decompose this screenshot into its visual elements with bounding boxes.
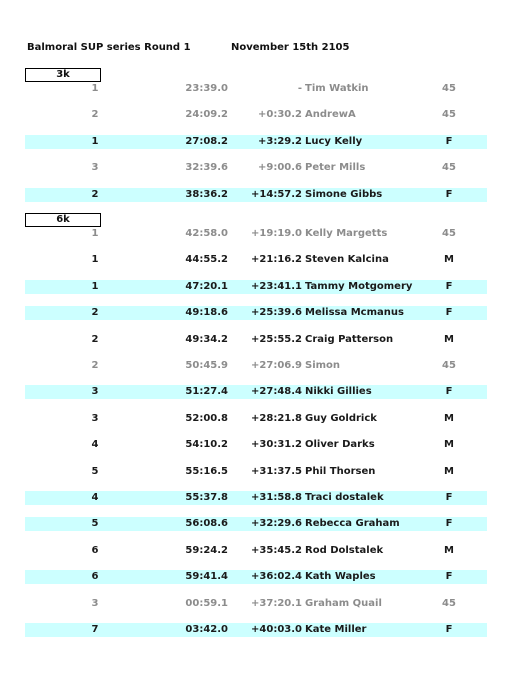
place-cell: 1 (91, 136, 99, 147)
gap-cell: +9:00.6 (257, 162, 302, 173)
category-cell: F (445, 189, 453, 200)
event-date: November 15th 2105 (231, 42, 350, 53)
time-cell: 44:55.2 (185, 254, 228, 265)
name-cell: Craig Patterson (305, 334, 394, 345)
name-cell: Simone Gibbs (305, 189, 383, 200)
name-cell: Graham Quail (305, 598, 382, 609)
time-cell: 27:08.2 (185, 136, 228, 147)
name-cell: Melissa Mcmanus (305, 307, 404, 318)
place-cell: 1 (91, 281, 99, 292)
name-cell: Phil Thorsen (305, 466, 376, 477)
category-cell: 45 (442, 83, 456, 94)
place-cell: 2 (91, 360, 99, 371)
place-cell: 6 (91, 545, 99, 556)
place-cell: 2 (91, 109, 99, 120)
time-cell: 59:24.2 (185, 545, 228, 556)
place-cell: 1 (91, 254, 99, 265)
category-cell: M (444, 413, 454, 424)
place-cell: 3 (91, 413, 99, 424)
time-cell: 47:20.1 (185, 281, 228, 292)
name-cell: Lucy Kelly (305, 136, 363, 147)
category-cell: 45 (442, 162, 456, 173)
table-row (25, 280, 487, 294)
category-cell: 45 (442, 228, 456, 239)
place-cell: 3 (91, 386, 99, 397)
page-header (0, 42, 516, 56)
place-cell: 1 (91, 228, 99, 239)
category-cell: 45 (442, 598, 456, 609)
table-row (25, 108, 487, 122)
section-label-6k: 6k (25, 213, 101, 227)
time-cell: 38:36.2 (185, 189, 228, 200)
table-row (25, 161, 487, 175)
section-label-3k: 3k (25, 68, 101, 82)
category-cell: F (445, 307, 453, 318)
time-cell: 32:39.6 (185, 162, 228, 173)
gap-cell: +3:29.2 (257, 136, 302, 147)
gap-cell: - (297, 83, 302, 94)
name-cell: Traci dostalek (305, 492, 384, 503)
table-row (25, 135, 487, 149)
category-cell: F (445, 492, 453, 503)
gap-cell: +25:39.6 (251, 307, 302, 318)
name-cell: Nikki Gillies (305, 386, 372, 397)
time-cell: 54:10.2 (185, 439, 228, 450)
table-row (25, 597, 487, 611)
name-cell: Tim Watkin (305, 83, 369, 94)
place-cell: 2 (91, 334, 99, 345)
name-cell: Guy Goldrick (305, 413, 377, 424)
table-row (25, 570, 487, 584)
category-cell: M (444, 334, 454, 345)
table-row (25, 465, 487, 479)
gap-cell: +19:19.0 (251, 228, 302, 239)
category-cell: M (444, 466, 454, 477)
gap-cell: +14:57.2 (251, 189, 302, 200)
gap-cell: +37:20.1 (251, 598, 302, 609)
category-cell: M (444, 439, 454, 450)
table-row (25, 306, 487, 320)
gap-cell: +35:45.2 (251, 545, 302, 556)
time-cell: 49:34.2 (185, 334, 228, 345)
place-cell: 1 (91, 83, 99, 94)
name-cell: Tammy Motgomery (305, 281, 413, 292)
name-cell: Rebecca Graham (305, 518, 400, 529)
gap-cell: +23:41.1 (251, 281, 302, 292)
table-row (25, 333, 487, 347)
gap-cell: +28:21.8 (251, 413, 302, 424)
category-cell: M (444, 254, 454, 265)
category-cell: 45 (442, 109, 456, 120)
gap-cell: +31:58.8 (251, 492, 302, 503)
gap-cell: +40:03.0 (251, 624, 302, 635)
time-cell: 50:45.9 (185, 360, 228, 371)
name-cell: Peter Mills (305, 162, 366, 173)
table-row (25, 253, 487, 267)
place-cell: 6 (91, 571, 99, 582)
place-cell: 7 (91, 624, 99, 635)
gap-cell: +21:16.2 (251, 254, 302, 265)
place-cell: 5 (91, 518, 99, 529)
time-cell: 55:16.5 (185, 466, 228, 477)
table-row (25, 359, 487, 373)
name-cell: Kate Miller (305, 624, 367, 635)
gap-cell: +32:29.6 (251, 518, 302, 529)
gap-cell: +25:55.2 (251, 334, 302, 345)
table-row (25, 227, 487, 241)
time-cell: 24:09.2 (185, 109, 228, 120)
time-cell: 51:27.4 (185, 386, 228, 397)
category-cell: F (445, 624, 453, 635)
table-row (25, 188, 487, 202)
time-cell: 00:59.1 (185, 598, 228, 609)
category-cell: F (445, 571, 453, 582)
table-row (25, 82, 487, 96)
table-row (25, 491, 487, 505)
page-title: Balmoral SUP series Round 1 (27, 42, 191, 53)
gap-cell: +36:02.4 (251, 571, 302, 582)
time-cell: 55:37.8 (185, 492, 228, 503)
category-cell: F (445, 281, 453, 292)
name-cell: Steven Kalcina (305, 254, 389, 265)
place-cell: 5 (91, 466, 99, 477)
gap-cell: +31:37.5 (251, 466, 302, 477)
name-cell: Rod Dolstalek (305, 545, 384, 556)
gap-cell: +30:31.2 (251, 439, 302, 450)
time-cell: 03:42.0 (185, 624, 228, 635)
time-cell: 59:41.4 (185, 571, 228, 582)
place-cell: 4 (91, 492, 99, 503)
category-cell: F (445, 386, 453, 397)
table-row (25, 544, 487, 558)
place-cell: 4 (91, 439, 99, 450)
name-cell: Simon (305, 360, 341, 371)
place-cell: 2 (91, 189, 99, 200)
gap-cell: +27:48.4 (251, 386, 302, 397)
table-row (25, 385, 487, 399)
place-cell: 3 (91, 162, 99, 173)
time-cell: 52:00.8 (185, 413, 228, 424)
time-cell: 23:39.0 (185, 83, 228, 94)
table-row (25, 517, 487, 531)
time-cell: 42:58.0 (185, 228, 228, 239)
place-cell: 3 (91, 598, 99, 609)
table-row (25, 438, 487, 452)
gap-cell: +27:06.9 (251, 360, 302, 371)
category-cell: 45 (442, 360, 456, 371)
place-cell: 2 (91, 307, 99, 318)
category-cell: M (444, 545, 454, 556)
table-row (25, 412, 487, 426)
category-cell: F (445, 518, 453, 529)
name-cell: Kath Waples (305, 571, 376, 582)
gap-cell: +0:30.2 (257, 109, 302, 120)
table-row (25, 623, 487, 637)
name-cell: AndrewA (305, 109, 356, 120)
time-cell: 56:08.6 (185, 518, 228, 529)
name-cell: Kelly Margetts (305, 228, 388, 239)
category-cell: F (445, 136, 453, 147)
time-cell: 49:18.6 (185, 307, 228, 318)
name-cell: Oliver Darks (305, 439, 375, 450)
